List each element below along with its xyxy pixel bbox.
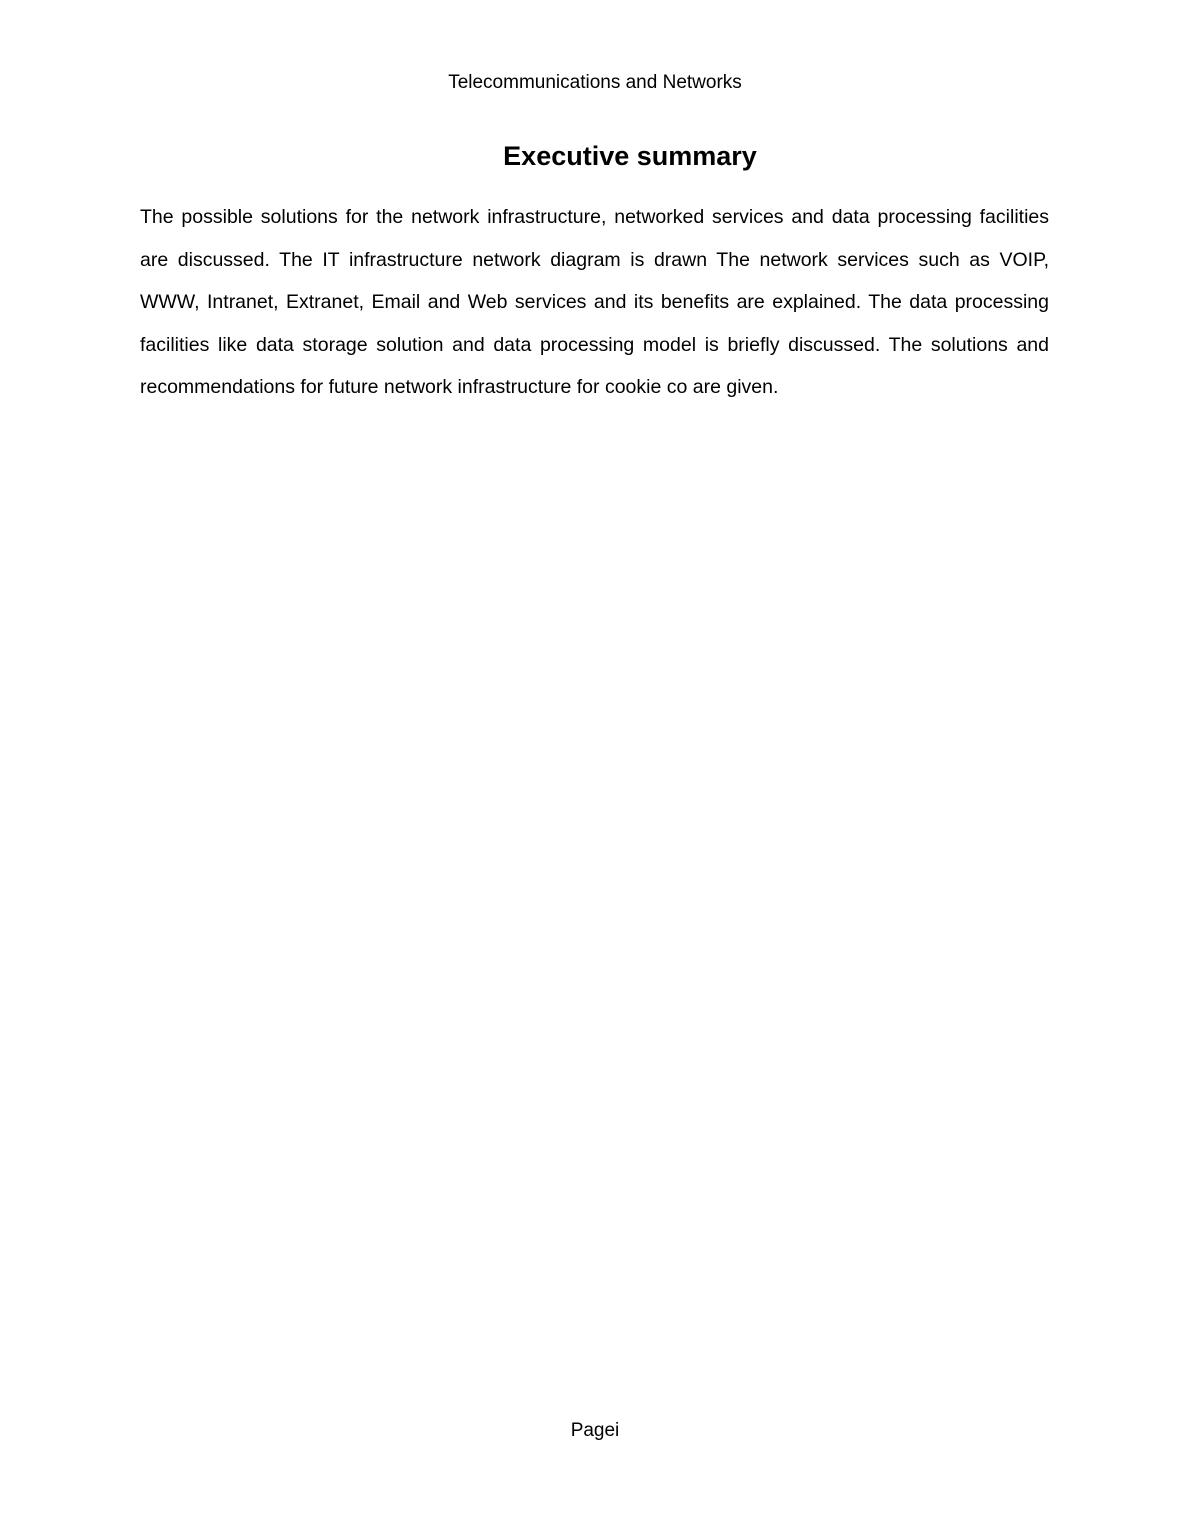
running-header: Telecommunications and Networks bbox=[448, 72, 742, 93]
executive-summary-paragraph: The possible solutions for the network infrastructure, networked services and data processing facilities are discussed. The IT infrastructure network diagram is drawn The network services such as VOIP, WWW, Intranet, Extranet, Email and Web services and its benefits are explained. The data processing facilities like data storage solution and data processing model is briefly discussed. The solutions and recommendations for future network infrastructure for cookie co are given. bbox=[140, 206, 1049, 399]
page-number: Pagei bbox=[570, 1420, 620, 1441]
section-title: Executive summary bbox=[503, 141, 757, 171]
